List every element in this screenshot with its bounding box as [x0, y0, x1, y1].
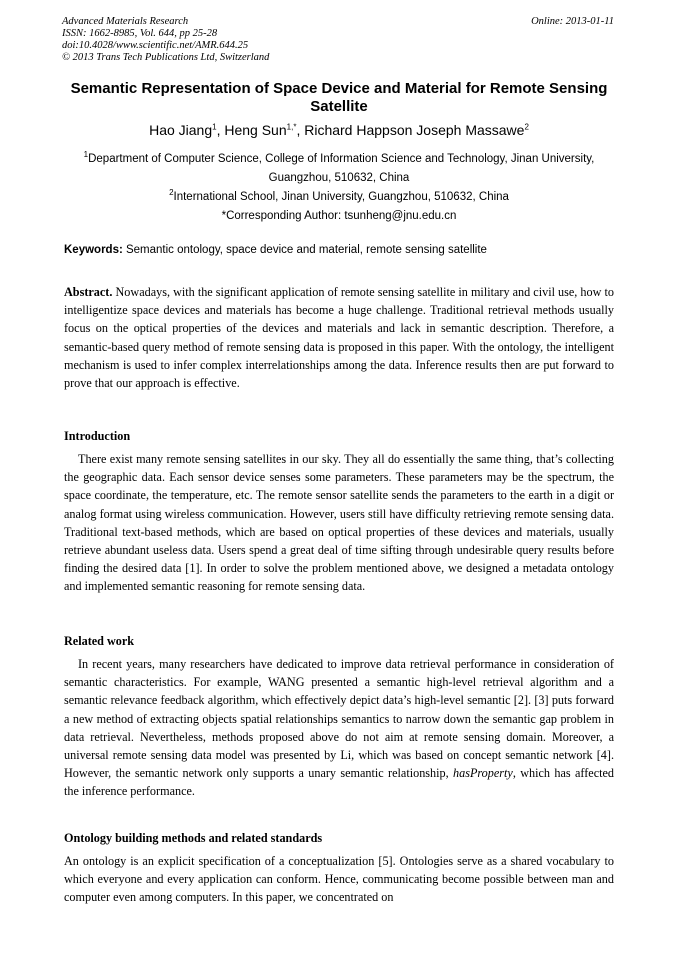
related-work-text-b: , which has affected the inference performance.	[64, 766, 615, 799]
author-name: Richard Happson Joseph Massawe	[304, 122, 525, 138]
affiliation-text: International School, Jinan University, Guangzhou, 510632, China	[173, 191, 509, 203]
author-name: Hao Jiang	[149, 122, 213, 138]
journal-doi: doi:10.4028/www.scientific.net/AMR.644.25	[62, 40, 249, 51]
section-heading-ontology: Ontology building methods and related standards	[64, 831, 323, 845]
keywords-text: Semantic ontology, space device and material, remote sensing satellite	[122, 244, 487, 256]
corresponding-author: *Corresponding Author: tsunheng@jnu.edu.cn	[221, 210, 457, 222]
keywords	[64, 242, 614, 258]
introduction-paragraph: There exist many remote sensing satellites in our sky. They all do essentially the same thing, that’s collecting the geographic data. Each sensor device senses some parameters. These parameters may be the spectrum, the space coordinate, the temperature, etc. The remote sensor satellite sends the parameters to the earth in a digit or analog format using wireless communication. However, users still have difficulty retrieving remote sensing data. Traditional text-based methods, which are based on optical properties of these devices and materials, usually retrieve abundant useless data. Users spend a great deal of time sifting through undesirable query results before finding the desired data [1]. In order to solve the problem mentioned above, we designed a metadata ontology and implemented semantic reasoning for remote sensing data.	[64, 452, 614, 594]
journal-name: Advanced Materials Research	[62, 16, 189, 27]
related-work-text-a: In recent years, many researchers have dedicated to improve data retrieval performance in consideration of semantic characteristics. For example, WANG presented a semantic high-level retrieval algorithm and a semantic relevance feedback algorithm, which effectively depict data’s high-level semantic [2]. [3] puts forward a new method of extracting objects spatial relationships semantics to narrow down the semantic gap problem in data retrieval. Nevertheless, methods proposed above do not aim at remote sensing domain. Moreover, a universal remote sensing data model was presented by Li, which was based on concept semantic network [4]. However, the semantic network only supports a unary semantic relationship,	[64, 657, 614, 781]
affiliation-mark: 2	[169, 188, 174, 198]
journal-header	[62, 16, 614, 64]
abstract	[64, 283, 614, 392]
author-affiliation-mark: 1	[212, 122, 217, 132]
author-list	[64, 121, 614, 139]
affiliation-2	[64, 188, 614, 207]
abstract-label: Abstract.	[64, 285, 113, 299]
section-heading-related-work: Related work	[64, 634, 135, 648]
section-heading-introduction: Introduction	[64, 429, 131, 443]
online-date: Online: 2013-01-11	[531, 16, 614, 27]
author-affiliation-mark: 1,*	[286, 122, 297, 132]
journal-issn: ISSN: 1662-8985, Vol. 644, pp 25-28	[62, 28, 218, 39]
paper-title: Semantic Representation of Space Device and Material for Remote Sensing Satellite	[70, 80, 608, 115]
author-name: Heng Sun	[224, 122, 287, 138]
keywords-label: Keywords:	[64, 244, 123, 256]
related-work-italic-term: hasProperty	[453, 766, 513, 781]
ontology-text	[64, 852, 614, 907]
author-affiliation-mark: 2	[524, 122, 529, 132]
affiliations	[64, 150, 614, 226]
abstract-text: Nowadays, with the significant application of remote sensing satellite in military and civil use, how to intelligentize space devices and materials has become a huge challenge. Traditional retrieval methods usually focus on the optical properties of the devices and materials and lack in semantic description. Therefore, a semantic-based query method of remote sensing data is proposed in this paper. With the ontology, the intelligent mechanism is used to infer complex interrelationships among the data. Inference results then are put forward to prove that our approach is effective.	[64, 285, 614, 391]
related-work-text	[64, 655, 614, 801]
ontology-paragraph: An ontology is an explicit specification of a conceptualization [5]. Ontologies serve as a shared vocabulary to which everyone and every application can conform. Hence, communicating become possible between man and computer even among computers. In this paper, we concentrated on	[64, 854, 614, 905]
author-separator: ,	[216, 122, 225, 138]
journal-copyright: © 2013 Trans Tech Publications Ltd, Switzerland	[62, 52, 270, 63]
related-work-paragraph	[64, 655, 614, 801]
affiliation-text: Department of Computer Science, College of Information Science and Technology, Jinan University, Guangzhou, 510632, China	[88, 153, 595, 184]
introduction-text	[64, 450, 614, 596]
affiliation-1	[64, 150, 614, 188]
author-separator: ,	[296, 122, 305, 138]
affiliation-mark: 1	[83, 150, 89, 160]
